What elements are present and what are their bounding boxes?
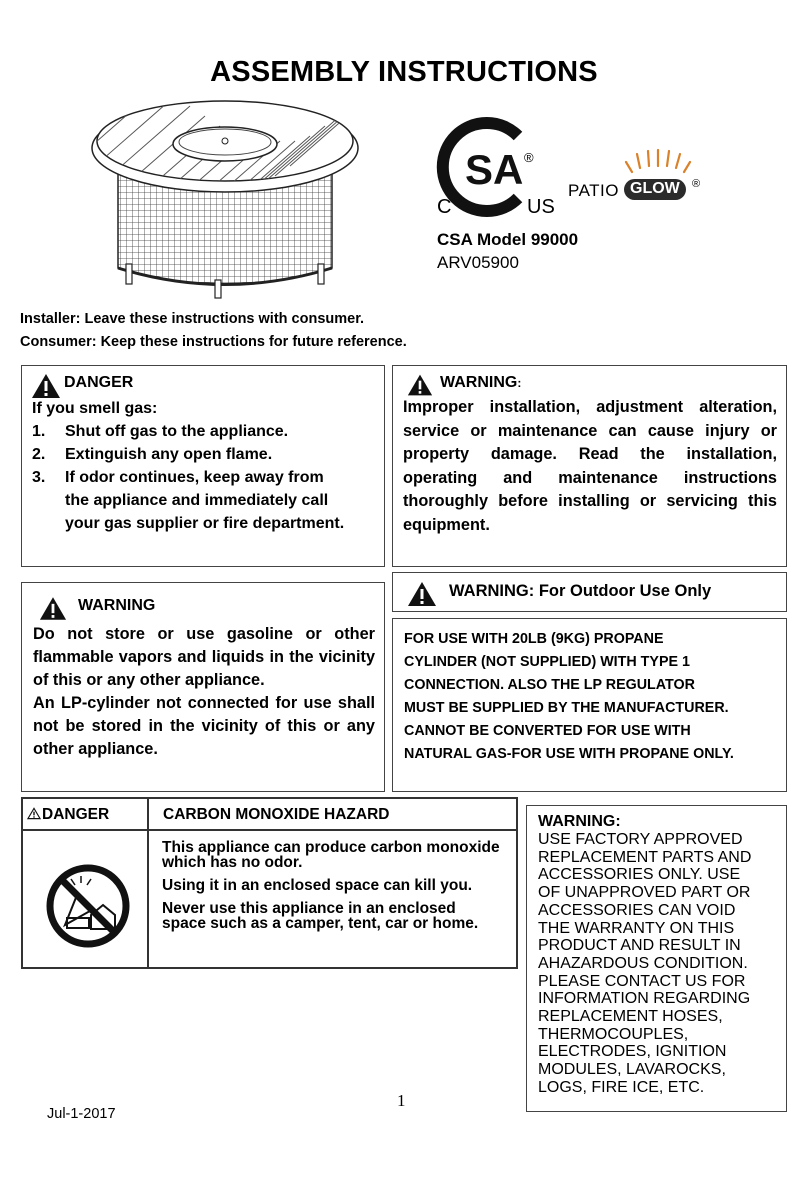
c-mark: C bbox=[437, 196, 452, 218]
brand-registered-mark: ® bbox=[692, 178, 701, 190]
brand-suffix: GLOW bbox=[624, 179, 686, 200]
brand-prefix: PATIO bbox=[568, 181, 619, 200]
no-enclosed-space-icon bbox=[45, 863, 131, 949]
warning-triangle-icon bbox=[407, 581, 437, 612]
list-item-continuation: your gas supplier or fire department. bbox=[65, 515, 345, 532]
warning-triangle-icon bbox=[27, 807, 41, 825]
installer-notice: Installer: Leave these instructions with consumer. bbox=[20, 311, 365, 327]
list-item: 2. Extinguish any open flame. bbox=[32, 446, 273, 463]
warning-gasoline-box bbox=[21, 582, 385, 792]
warning-outdoor-text: FOR USE WITH 20LB (9KG) PROPANE CYLINDER (NOT SUPPLIED) WITH TYPE 1 CONNECTION. ALSO THE LP REGULATOR MUST BE SUPPLIED BY THE MANUFACTURER. CANNOT BE CONVERTED FOR USE WITH NATURAL GAS-FOR USE WITH PROPANE ONLY. bbox=[404, 631, 734, 762]
danger-heading: DANGER bbox=[64, 374, 134, 391]
list-item: 3. If odor continues, keep away from bbox=[32, 469, 324, 486]
list-item: 1. Shut off gas to the appliance. bbox=[32, 423, 289, 440]
footer-date: Jul-1-2017 bbox=[47, 1106, 116, 1122]
page-number: 1 bbox=[397, 1091, 406, 1110]
paragraph: Using it in an enclosed space can kill you. bbox=[162, 877, 473, 894]
paragraph: An LP-cylinder not connected for use shall not be stored in the vicinity of this or any other appliance. bbox=[33, 694, 375, 758]
warning-heading: WARNING bbox=[78, 597, 156, 614]
co-danger-label: DANGER bbox=[42, 806, 110, 823]
warning-parts-heading: WARNING: bbox=[538, 813, 621, 830]
sun-rays-icon bbox=[618, 148, 698, 178]
paragraph: Never use this appliance in an enclosed space such as a camper, tent, car or home. bbox=[162, 900, 479, 932]
paragraph: Do not store or use gasoline or other flammable vapors and liquids in the vicinity of this or any other appliance. bbox=[33, 625, 375, 689]
warning-heading: WARNING: bbox=[440, 374, 522, 391]
page-title: ASSEMBLY INSTRUCTIONS bbox=[210, 56, 598, 88]
co-hazard-text bbox=[162, 840, 502, 931]
us-mark: US bbox=[527, 196, 555, 218]
warning-outdoor-heading: WARNING: For Outdoor Use Only bbox=[449, 582, 712, 600]
csa-registered-mark: ® bbox=[524, 150, 534, 165]
warning-parts-text: USE FACTORY APPROVED REPLACEMENT PARTS AND ACCESSORIES ONLY. USE OF UNAPPROVED PART OR ACCESSORIES CAN VOID THE WARRANTY ON THIS PRODUCT AND RESULT IN AHAZARDOUS CONDITION. PLEASE CONTACT US FOR INFORMATION REGARDING REPLACEMENT HOSES, THERMOCOUPLES, ELECTRODES, IGNITION MODULES, LAVAROCKS, LOGS, FIRE ICE, ETC. bbox=[538, 831, 752, 1096]
paragraph: This appliance can produce carbon monoxide which has no odor. bbox=[162, 839, 500, 871]
danger-intro: If you smell gas: bbox=[32, 400, 158, 417]
warning-install-text: Improper installation, adjustment alteration, service or maintenance can cause injury or property damage. Read the installation, operating and maintenance instructions thoroughly before installing or servicing this equipment. bbox=[403, 398, 777, 534]
consumer-notice: Consumer: Keep these instructions for future reference. bbox=[20, 334, 407, 350]
danger-gas-text bbox=[32, 397, 382, 535]
warning-outdoor-body bbox=[392, 618, 787, 792]
list-item-continuation: the appliance and immediately call bbox=[65, 492, 329, 509]
warning-parts-box bbox=[526, 805, 787, 1112]
warning-triangle-icon bbox=[39, 596, 67, 626]
warning-install-box bbox=[392, 365, 787, 567]
csa-model: CSA Model 99000 bbox=[437, 230, 579, 249]
danger-gas-box bbox=[21, 365, 385, 567]
warning-gasoline-text bbox=[33, 623, 375, 761]
co-hazard-title: CARBON MONOXIDE HAZARD bbox=[163, 806, 390, 823]
co-hazard-box bbox=[21, 797, 518, 969]
csa-letters: SA bbox=[465, 146, 524, 193]
fire-table-illustration bbox=[90, 96, 360, 302]
model-code: ARV05900 bbox=[437, 253, 519, 272]
warning-outdoor-header bbox=[392, 572, 787, 612]
